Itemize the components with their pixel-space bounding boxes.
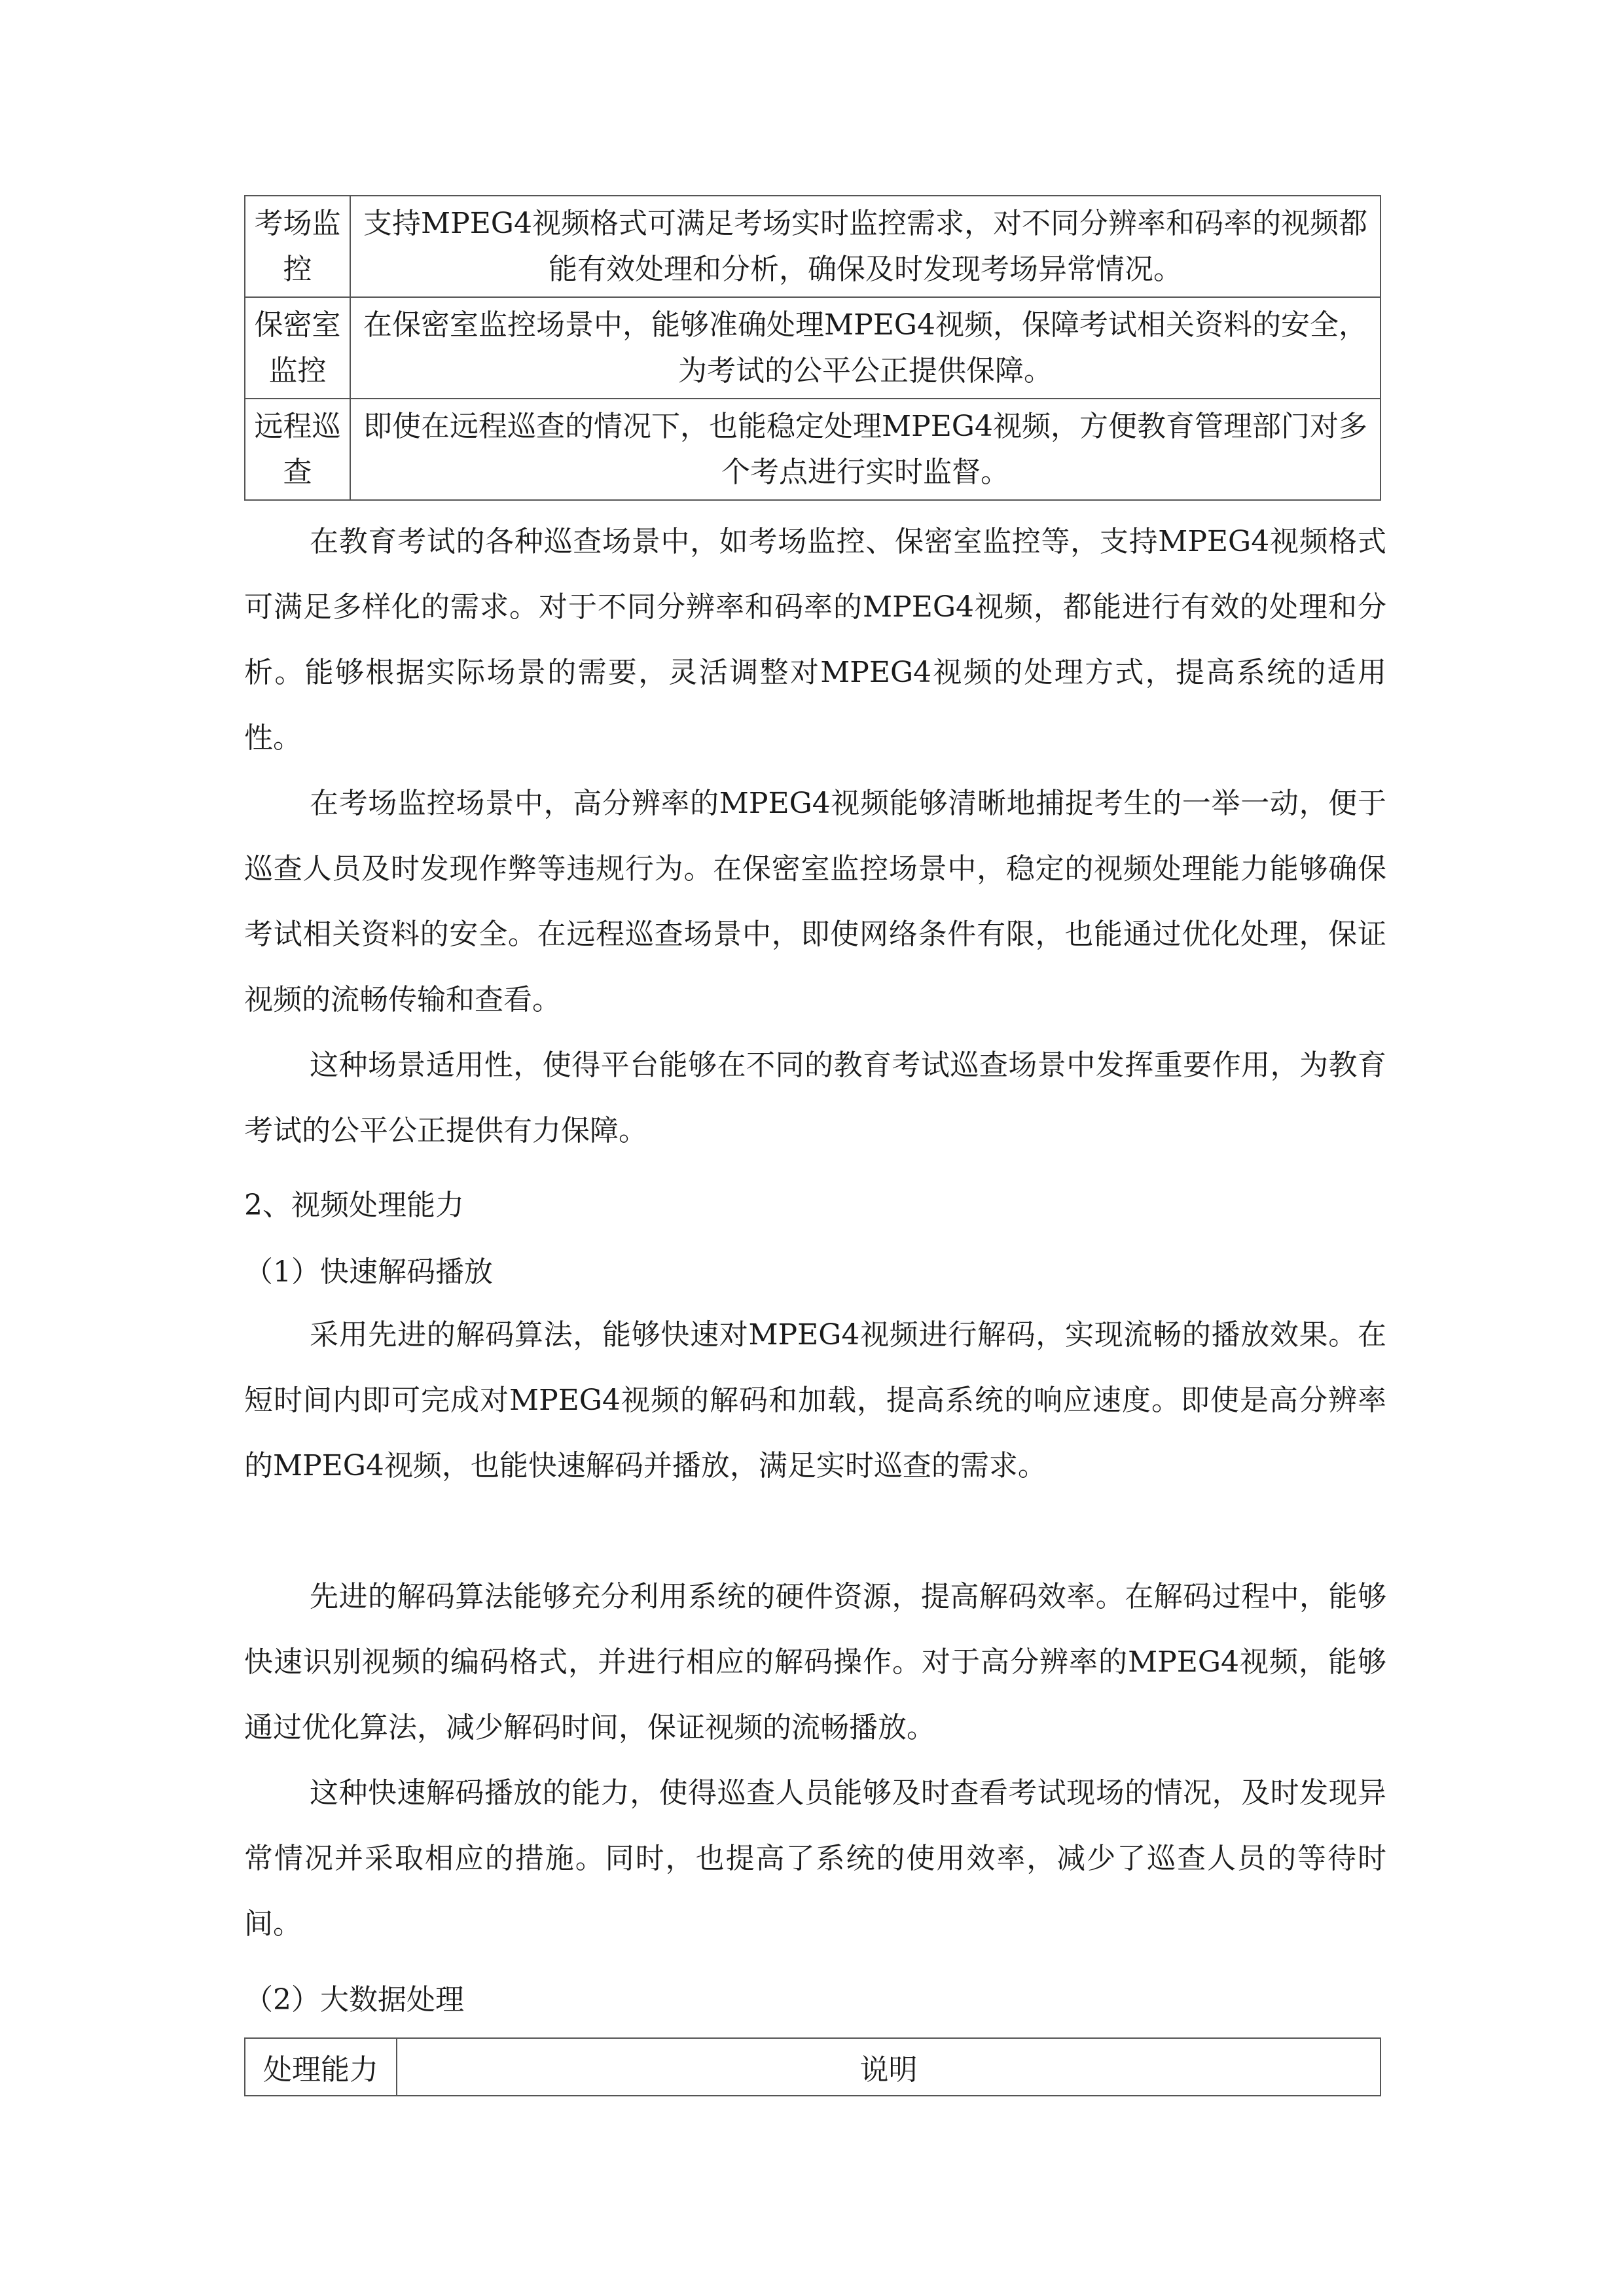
scene-name-cell: 保密室监控 xyxy=(245,297,350,399)
section-heading: 2、视频处理能力 xyxy=(244,1189,464,1222)
table-row xyxy=(245,297,1380,399)
scene-description-cell: 支持MPEG4视频格式可满足考场实时监控需求，对不同分辨率和码率的视频都能有效处理和分析，确保及时发现考场异常情况。 xyxy=(350,196,1380,297)
scenario-table xyxy=(244,195,1381,501)
capability-table xyxy=(244,2037,1381,2096)
table-row xyxy=(245,196,1380,297)
scene-name-cell: 远程巡查 xyxy=(245,399,350,500)
paragraph-scene-details: 在考场监控场景中，高分辨率的MPEG4视频能够清晰地捕捉考生的一举一动，便于巡查人员及时发现作弊等违规行为。在保密室监控场景中，稳定的视频处理能力能够确保考试相关资料的安全。在远程巡查场景中，即使网络条件有限，也能通过优化处理，保证视频的流畅传输和查看。 xyxy=(244,787,1386,1016)
scene-description-cell: 在保密室监控场景中，能够准确处理MPEG4视频，保障考试相关资料的安全，为考试的公平公正提供保障。 xyxy=(350,297,1380,399)
scene-description-cell: 即使在远程巡查的情况下，也能稳定处理MPEG4视频，方便教育管理部门对多个考点进行实时监督。 xyxy=(350,399,1380,500)
scene-name-cell: 考场监控 xyxy=(245,196,350,297)
paragraph-decode-algorithm: 先进的解码算法能够充分利用系统的硬件资源，提高解码效率。在解码过程中，能够快速识别视频的编码格式，并进行相应的解码操作。对于高分辨率的MPEG4视频，能够通过优化算法，减少解码时间，保证视频的流畅播放。 xyxy=(244,1580,1386,1744)
table-row xyxy=(245,399,1380,500)
paragraph-decode-benefit: 这种快速解码播放的能力，使得巡查人员能够及时查看考试现场的情况，及时发现异常情况并采取相应的措施。同时，也提高了系统的使用效率，减少了巡查人员的等待时间。 xyxy=(244,1776,1386,1941)
paragraph-scene-summary: 这种场景适用性，使得平台能够在不同的教育考试巡查场景中发挥重要作用，为教育考试的公平公正提供有力保障。 xyxy=(244,1049,1386,1147)
subsection-heading: （2）大数据处理 xyxy=(244,1983,464,2017)
subsection-heading: （1）快速解码播放 xyxy=(244,1255,493,1289)
table-header-cell: 处理能力 xyxy=(245,2038,397,2096)
paragraph-scene-variety: 在教育考试的各种巡查场景中，如考场监控、保密室监控等，支持MPEG4视频格式可满足多样化的需求。对于不同分辨率和码率的MPEG4视频，都能进行有效的处理和分析。能够根据实际场景的需要，灵活调整对MPEG4视频的处理方式，提高系统的适用性。 xyxy=(244,525,1386,755)
table-header-cell: 说明 xyxy=(397,2038,1380,2096)
paragraph-fast-decode: 采用先进的解码算法，能够快速对MPEG4视频进行解码，实现流畅的播放效果。在短时间内即可完成对MPEG4视频的解码和加载，提高系统的响应速度。即使是高分辨率的MPEG4视频，也能快速解码并播放，满足实时巡查的需求。 xyxy=(244,1318,1386,1482)
table-header-row xyxy=(245,2038,1380,2096)
